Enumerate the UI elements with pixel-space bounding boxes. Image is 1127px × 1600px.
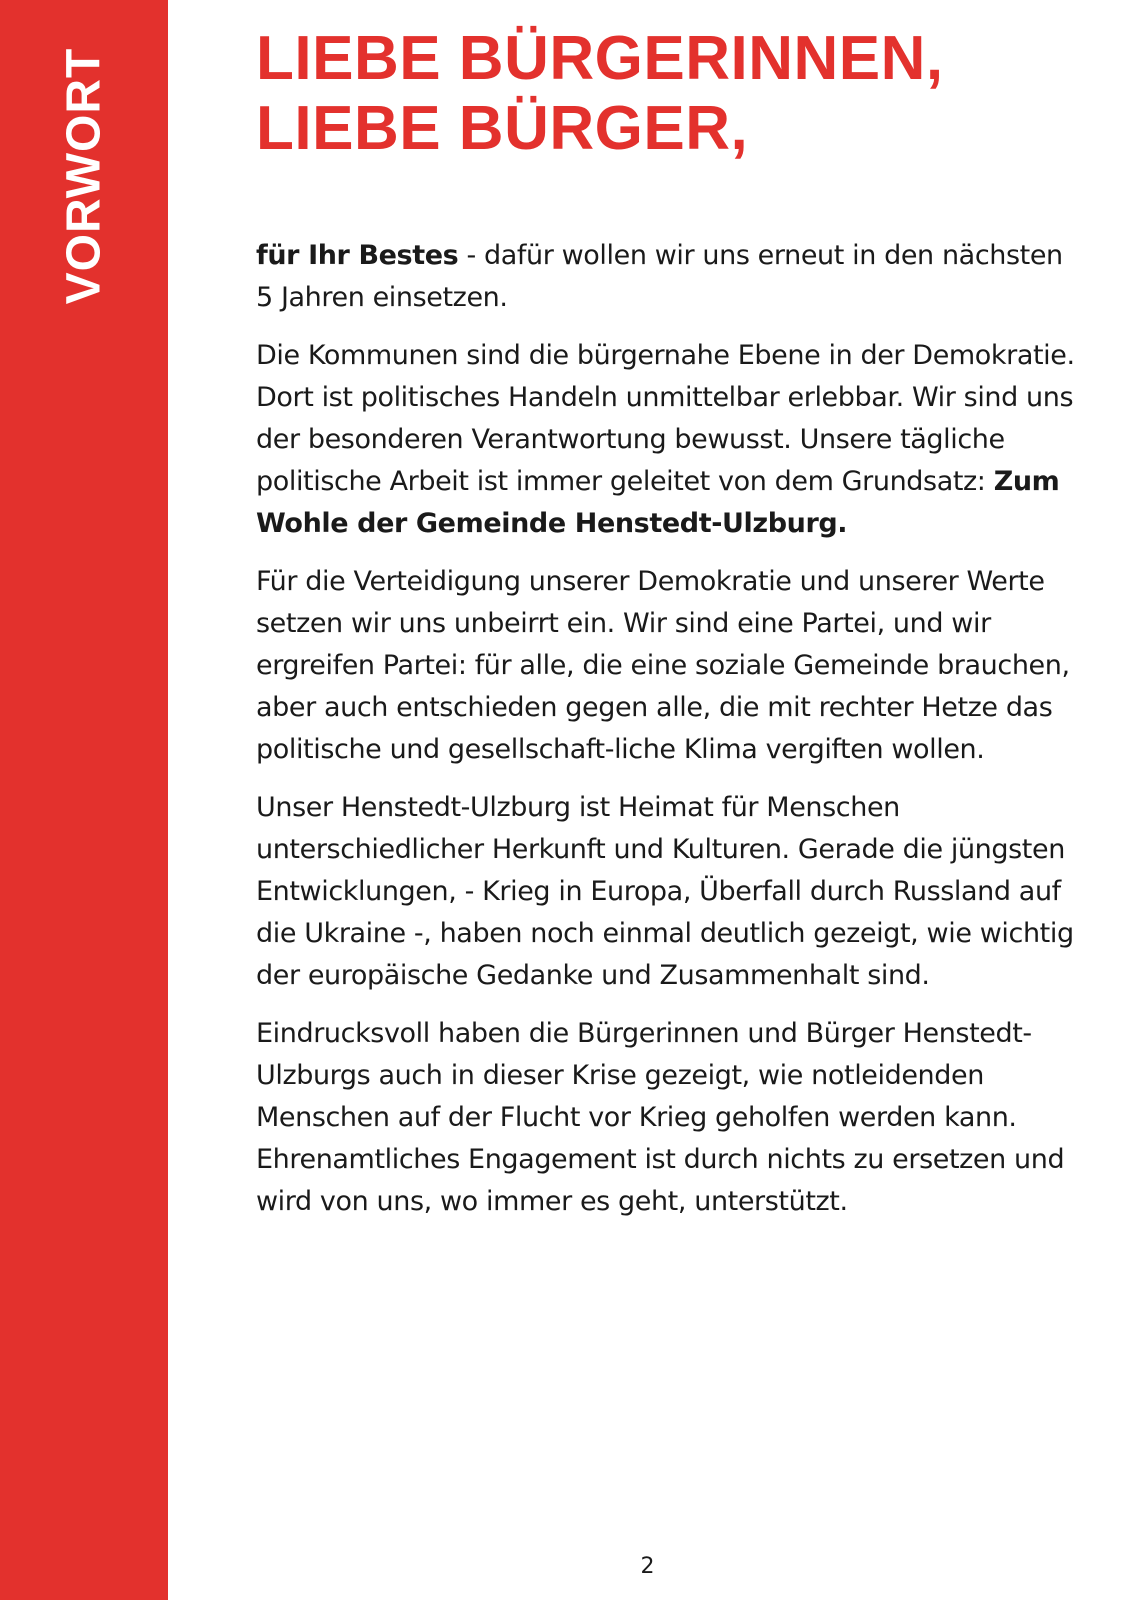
section-label: VORWORT [57,47,111,305]
page-number: 2 [640,1554,655,1579]
paragraph-1-text: - dafür wollen wir uns erneut in den nächsten 5 Jahren einsetzen. [256,240,1063,313]
page-content [256,24,1076,1239]
paragraph-3: Für die Verteidigung unserer Demokratie und unserer Werte setzen wir uns unbeirrt ein. Wir sind eine Partei, und wir ergreifen Partei: für alle, die eine soziale Gemeinde brauchen, aber auch entschieden gegen alle, die mit rechter Hetze das politische und gesellschaft-liche Klima vergiften wollen. [256,566,1070,765]
body-text [256,235,1076,1223]
paragraph-1 [256,235,1076,319]
paragraph-1-bold: für Ihr Bestes [256,240,459,271]
sidebar-band [0,0,168,1600]
paragraph-2-text: Die Kommunen sind die bürgernahe Ebene in der Demokratie. Dort ist politisches Handeln unmittelbar erlebbar. Wir sind uns der besonderen Verantwortung bewusst. Unsere tägliche politische Arbeit ist immer geleitet von dem Grundsatz: [256,340,1075,497]
title-line-2: LIEBE BÜRGER, [256,94,749,163]
paragraph-4: Unser Henstedt-Ulzburg ist Heimat für Menschen unterschiedlicher Herkunft und Kulturen. Gerade die jüngsten Entwicklungen, - Krieg in Europa, Überfall durch Russland auf die Ukraine -, haben noch einmal deutlich gezeigt, wie wichtig der europäische Gedanke und Zusammenhalt sind. [256,792,1074,991]
paragraph-2 [256,335,1076,545]
page-title [256,24,1076,164]
paragraph-5: Eindrucksvoll haben die Bürgerinnen und Bürger Henstedt-Ulzburgs auch in dieser Krise gezeigt, wie notleidenden Menschen auf der Flucht vor Krieg geholfen werden kann. Ehrenamtliches Engagement ist durch nichts zu ersetzen und wird von uns, wo immer es geht, unterstützt. [256,1018,1065,1217]
paragraph-2-bold: Zum Wohle der Gemeinde Henstedt-Ulzburg. [256,466,1060,539]
title-line-1: LIEBE BÜRGERINNEN, [256,24,944,93]
